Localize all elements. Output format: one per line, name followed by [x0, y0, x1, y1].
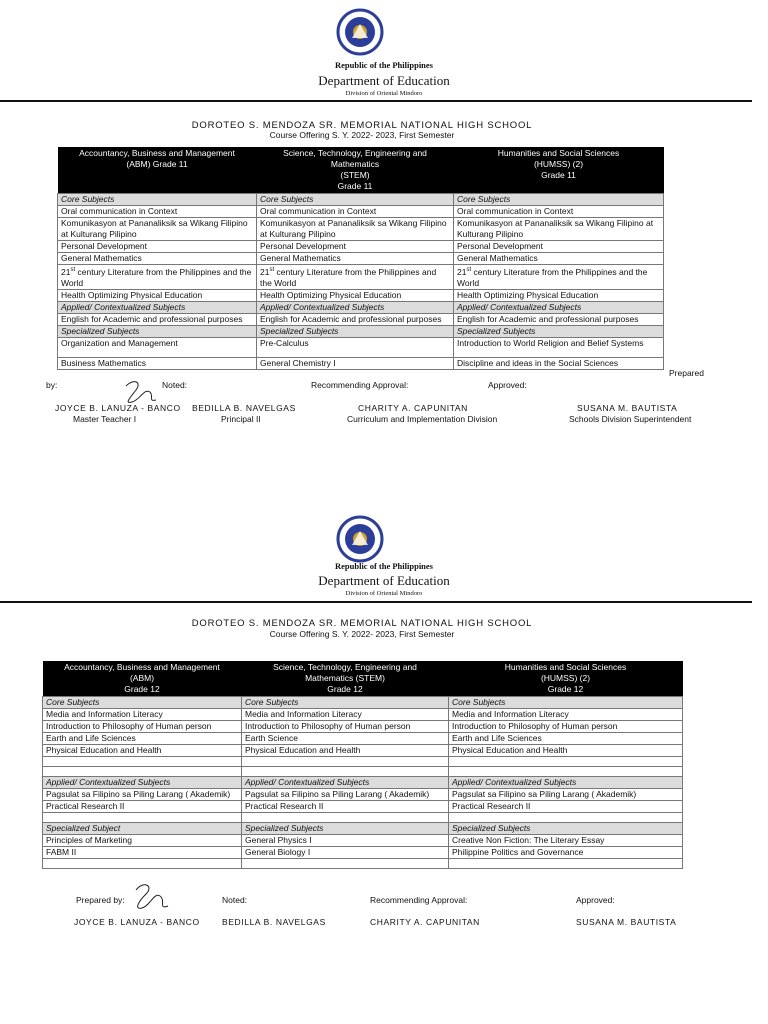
- table-cell: Organization and Management: [58, 337, 257, 357]
- table-cell: Personal Development: [58, 241, 257, 253]
- column-header-abm: [43, 661, 242, 697]
- table-cell: Core Subjects: [449, 697, 683, 709]
- section-row-applied: [58, 301, 664, 313]
- table-cell: Pre-Calculus: [257, 337, 454, 357]
- grade12-page: [0, 500, 768, 1000]
- table-cell: FABM II: [43, 847, 242, 859]
- table-cell: [43, 757, 242, 767]
- approved-label: Approved:: [576, 895, 615, 905]
- header-line: Mathematics: [330, 159, 380, 169]
- table-cell: 21st century Literature from the Philippines and the World: [58, 265, 257, 290]
- table-cell: Applied/ Contextualized Subjects: [242, 777, 449, 789]
- table-cell: Personal Development: [454, 241, 664, 253]
- table-cell: Specialized Subjects: [58, 325, 257, 337]
- table-cell: Specialized Subject: [43, 823, 242, 835]
- noted-label: Noted:: [222, 895, 248, 905]
- signatory-name: BEDILLA B. NAVELGAS: [222, 917, 326, 927]
- header-line: (ABM) Grade 11: [126, 159, 188, 169]
- header-line: Grade 12: [327, 684, 363, 694]
- school-name: DOROTEO S. MENDOZA SR. MEMORIAL NATIONAL HIGH SCHOOL: [191, 618, 533, 629]
- signatory-title: Curriculum and Implementation Division: [347, 414, 498, 424]
- table-cell: Core Subjects: [257, 194, 454, 206]
- table-cell: General Physics I: [242, 835, 449, 847]
- header-line: Grade 11: [337, 181, 373, 191]
- division-line: Division of Oriental Mindoro: [345, 590, 423, 597]
- table-cell: Practical Research II: [43, 801, 242, 813]
- table-cell: English for Academic and professional purposes: [58, 313, 257, 325]
- republic-line: Republic of the Philippines: [334, 60, 433, 70]
- table-cell: Physical Education and Health: [242, 745, 449, 757]
- signatory-title: Principal II: [221, 414, 261, 424]
- signatory-name: CHARITY A. CAPUNITAN: [358, 403, 468, 413]
- table-cell: [242, 757, 449, 767]
- table-row: [58, 206, 664, 218]
- table-header-row: [43, 661, 683, 697]
- table-cell: Physical Education and Health: [449, 745, 683, 757]
- table-cell: [449, 859, 683, 869]
- table-cell: Media and Information Literacy: [449, 709, 683, 721]
- header-line: (HUMSS) (2): [533, 159, 584, 169]
- table-cell: Komunikasyon at Pananaliksik sa Wikang Filipino at Kulturang Pilipino: [257, 218, 454, 241]
- table-cell: Pagsulat sa Filipino sa Piling Larang ( Akademik): [449, 789, 683, 801]
- grade12-table: [42, 661, 683, 869]
- table-cell: Core Subjects: [242, 697, 449, 709]
- table-row: [58, 289, 664, 301]
- table-row: [43, 801, 683, 813]
- table-cell: 21st century Literature from the Philippines and the World: [454, 265, 664, 290]
- table-cell: 21st century Literature from the Philippines and the World: [257, 265, 454, 290]
- grade11-page: [0, 0, 768, 500]
- table-cell: Core Subjects: [58, 194, 257, 206]
- blank-row: [43, 813, 683, 823]
- table-cell: Health Optimizing Physical Education: [257, 289, 454, 301]
- signatory-title: Schools Division Superintendent: [569, 414, 692, 424]
- table-row: [43, 733, 683, 745]
- signatory-name: JOYCE B. LANUZA - BANCO: [74, 917, 200, 927]
- table-cell: General Mathematics: [257, 253, 454, 265]
- header-rule: [0, 601, 752, 603]
- table-cell: Pagsulat sa Filipino sa Piling Larang ( Akademik): [43, 789, 242, 801]
- table-cell: Applied/ Contextualized Subjects: [43, 777, 242, 789]
- blank-row: [43, 767, 683, 777]
- header-rule: [0, 100, 752, 102]
- header-line: Grade 11: [541, 170, 576, 180]
- table-cell: Earth and Life Sciences: [43, 733, 242, 745]
- school-name: DOROTEO S. MENDOZA SR. MEMORIAL NATIONAL HIGH SCHOOL: [191, 120, 533, 131]
- table-cell: Core Subjects: [454, 194, 664, 206]
- table-cell: General Mathematics: [454, 253, 664, 265]
- signatory-name: BEDILLA B. NAVELGAS: [192, 403, 296, 413]
- table-cell: Applied/ Contextualized Subjects: [449, 777, 683, 789]
- prepared-label: Prepared: [669, 368, 704, 378]
- table-cell: General Chemistry I: [257, 357, 454, 369]
- table-cell: [449, 757, 683, 767]
- table-cell: Introduction to Philosophy of Human person: [242, 721, 449, 733]
- header-line: Mathematics (STEM): [305, 673, 385, 683]
- table-row: [58, 337, 664, 357]
- table-cell: Health Optimizing Physical Education: [58, 289, 257, 301]
- republic-line: Republic of the Philippines: [334, 561, 433, 571]
- table-cell: [43, 859, 242, 869]
- prepared-by-label: by:: [46, 380, 58, 390]
- department-title: Department of Education: [318, 573, 450, 588]
- header-line: (STEM): [340, 170, 370, 180]
- offering-line: Course Offering S. Y. 2022- 2023, First Semester: [269, 130, 455, 140]
- table-cell: Specialized Subjects: [454, 325, 664, 337]
- header-line: Humanities and Social Sciences: [497, 148, 620, 158]
- table-cell: Komunikasyon at Pananaliksik sa Wikang Filipino at Kulturang Pilipino: [58, 218, 257, 241]
- table-cell: [449, 813, 683, 823]
- offering-line: Course Offering S. Y. 2022- 2023, First Semester: [269, 629, 455, 639]
- table-cell: Applied/ Contextualized Subjects: [454, 301, 664, 313]
- table-cell: Oral communication in Context: [454, 206, 664, 218]
- table-cell: [242, 767, 449, 777]
- header-line: (ABM): [129, 673, 155, 683]
- table-cell: Health Optimizing Physical Education: [454, 289, 664, 301]
- table-row: [58, 218, 664, 241]
- table-cell: General Biology I: [242, 847, 449, 859]
- table-cell: Creative Non Fiction: The Literary Essay: [449, 835, 683, 847]
- table-cell: Philippine Politics and Governance: [449, 847, 683, 859]
- table-row: [43, 835, 683, 847]
- table-cell: [43, 813, 242, 823]
- column-header-stem: [242, 661, 449, 697]
- signatory-name: SUSANA M. BAUTISTA: [576, 917, 677, 927]
- deped-seal-icon: [336, 8, 384, 56]
- table-row: [58, 357, 664, 369]
- table-cell: Discipline and ideas in the Social Sciences: [454, 357, 664, 369]
- header-line: Accountancy, Business and Management: [64, 662, 220, 672]
- table-cell: Specialized Subjects: [257, 325, 454, 337]
- table-cell: Applied/ Contextualized Subjects: [58, 301, 257, 313]
- recommending-label: Recommending Approval:: [370, 895, 468, 905]
- department-title: Department of Education: [318, 73, 450, 88]
- table-cell: General Mathematics: [58, 253, 257, 265]
- table-row: [43, 709, 683, 721]
- header-line: Accountancy, Business and Management: [79, 148, 235, 158]
- table-header-row: [58, 147, 664, 194]
- header-line: Grade 12: [547, 684, 584, 694]
- signatory-name: JOYCE B. LANUZA - BANCO: [55, 403, 181, 413]
- grade11-table: [57, 147, 664, 370]
- table-row: [43, 745, 683, 757]
- section-row-specialized: [43, 823, 683, 835]
- header-line: (HUMSS) (2): [540, 673, 591, 683]
- table-cell: English for Academic and professional purposes: [257, 313, 454, 325]
- table-cell: Introduction to Philosophy of Human person: [449, 721, 683, 733]
- table-cell: Specialized Subjects: [449, 823, 683, 835]
- table-cell: Introduction to Philosophy of Human person: [43, 721, 242, 733]
- table-cell: Principles of Marketing: [43, 835, 242, 847]
- table-cell: Personal Development: [257, 241, 454, 253]
- table-cell: Media and Information Literacy: [242, 709, 449, 721]
- signatory-name: CHARITY A. CAPUNITAN: [370, 917, 480, 927]
- table-cell: Komunikasyon at Pananaliksik sa Wikang Filipino at Kulturang Pilipino: [454, 218, 664, 241]
- signatory-title: Master Teacher I: [73, 414, 137, 424]
- table-cell: Earth and Life Sciences: [449, 733, 683, 745]
- section-row-applied: [43, 777, 683, 789]
- table-cell: Business Mathematics: [58, 357, 257, 369]
- signatory-name: SUSANA M. BAUTISTA: [577, 403, 678, 413]
- signature-mark: [130, 880, 172, 916]
- prepared-by-label: Prepared by:: [76, 895, 125, 905]
- table-cell: Core Subjects: [43, 697, 242, 709]
- table-cell: [242, 859, 449, 869]
- table-cell: Practical Research II: [449, 801, 683, 813]
- table-cell: English for Academic and professional purposes: [454, 313, 664, 325]
- table-row: [43, 847, 683, 859]
- blank-row: [43, 757, 683, 767]
- table-cell: Specialized Subjects: [242, 823, 449, 835]
- recommending-label: Recommending Approval:: [311, 380, 409, 390]
- table-cell: Introduction to World Religion and Belief Systems: [454, 337, 664, 357]
- table-cell: Practical Research II: [242, 801, 449, 813]
- table-row: [43, 721, 683, 733]
- table-cell: Physical Education and Health: [43, 745, 242, 757]
- table-cell: [449, 767, 683, 777]
- table-cell: Applied/ Contextualized Subjects: [257, 301, 454, 313]
- table-row: [58, 253, 664, 265]
- table-cell: Oral communication in Context: [257, 206, 454, 218]
- table-cell: Oral communication in Context: [58, 206, 257, 218]
- blank-row: [43, 859, 683, 869]
- column-header-humss: [449, 661, 683, 697]
- noted-label: Noted:: [162, 380, 188, 390]
- header-line: Humanities and Social Sciences: [504, 662, 627, 672]
- table-cell: [43, 767, 242, 777]
- table-cell: Earth Science: [242, 733, 449, 745]
- table-row: [43, 789, 683, 801]
- table-row: [58, 241, 664, 253]
- table-cell: [242, 813, 449, 823]
- deped-seal-icon: [336, 515, 384, 563]
- header-line: Science, Technology, Engineering and: [273, 662, 417, 672]
- table-cell: Media and Information Literacy: [43, 709, 242, 721]
- column-header-stem: [257, 147, 454, 194]
- table-row: [58, 313, 664, 325]
- table-row: [58, 265, 664, 290]
- section-row-core: [58, 194, 664, 206]
- section-row-specialized: [58, 325, 664, 337]
- column-header-humss: [454, 147, 664, 194]
- header-line: Grade 12: [124, 684, 160, 694]
- section-row-core: [43, 697, 683, 709]
- table-cell: Pagsulat sa Filipino sa Piling Larang ( Akademik): [242, 789, 449, 801]
- approved-label: Approved:: [488, 380, 527, 390]
- header-line: Science, Technology, Engineering and: [283, 148, 427, 158]
- column-header-abm: [58, 147, 257, 194]
- division-line: Division of Oriental Mindoro: [345, 90, 423, 97]
